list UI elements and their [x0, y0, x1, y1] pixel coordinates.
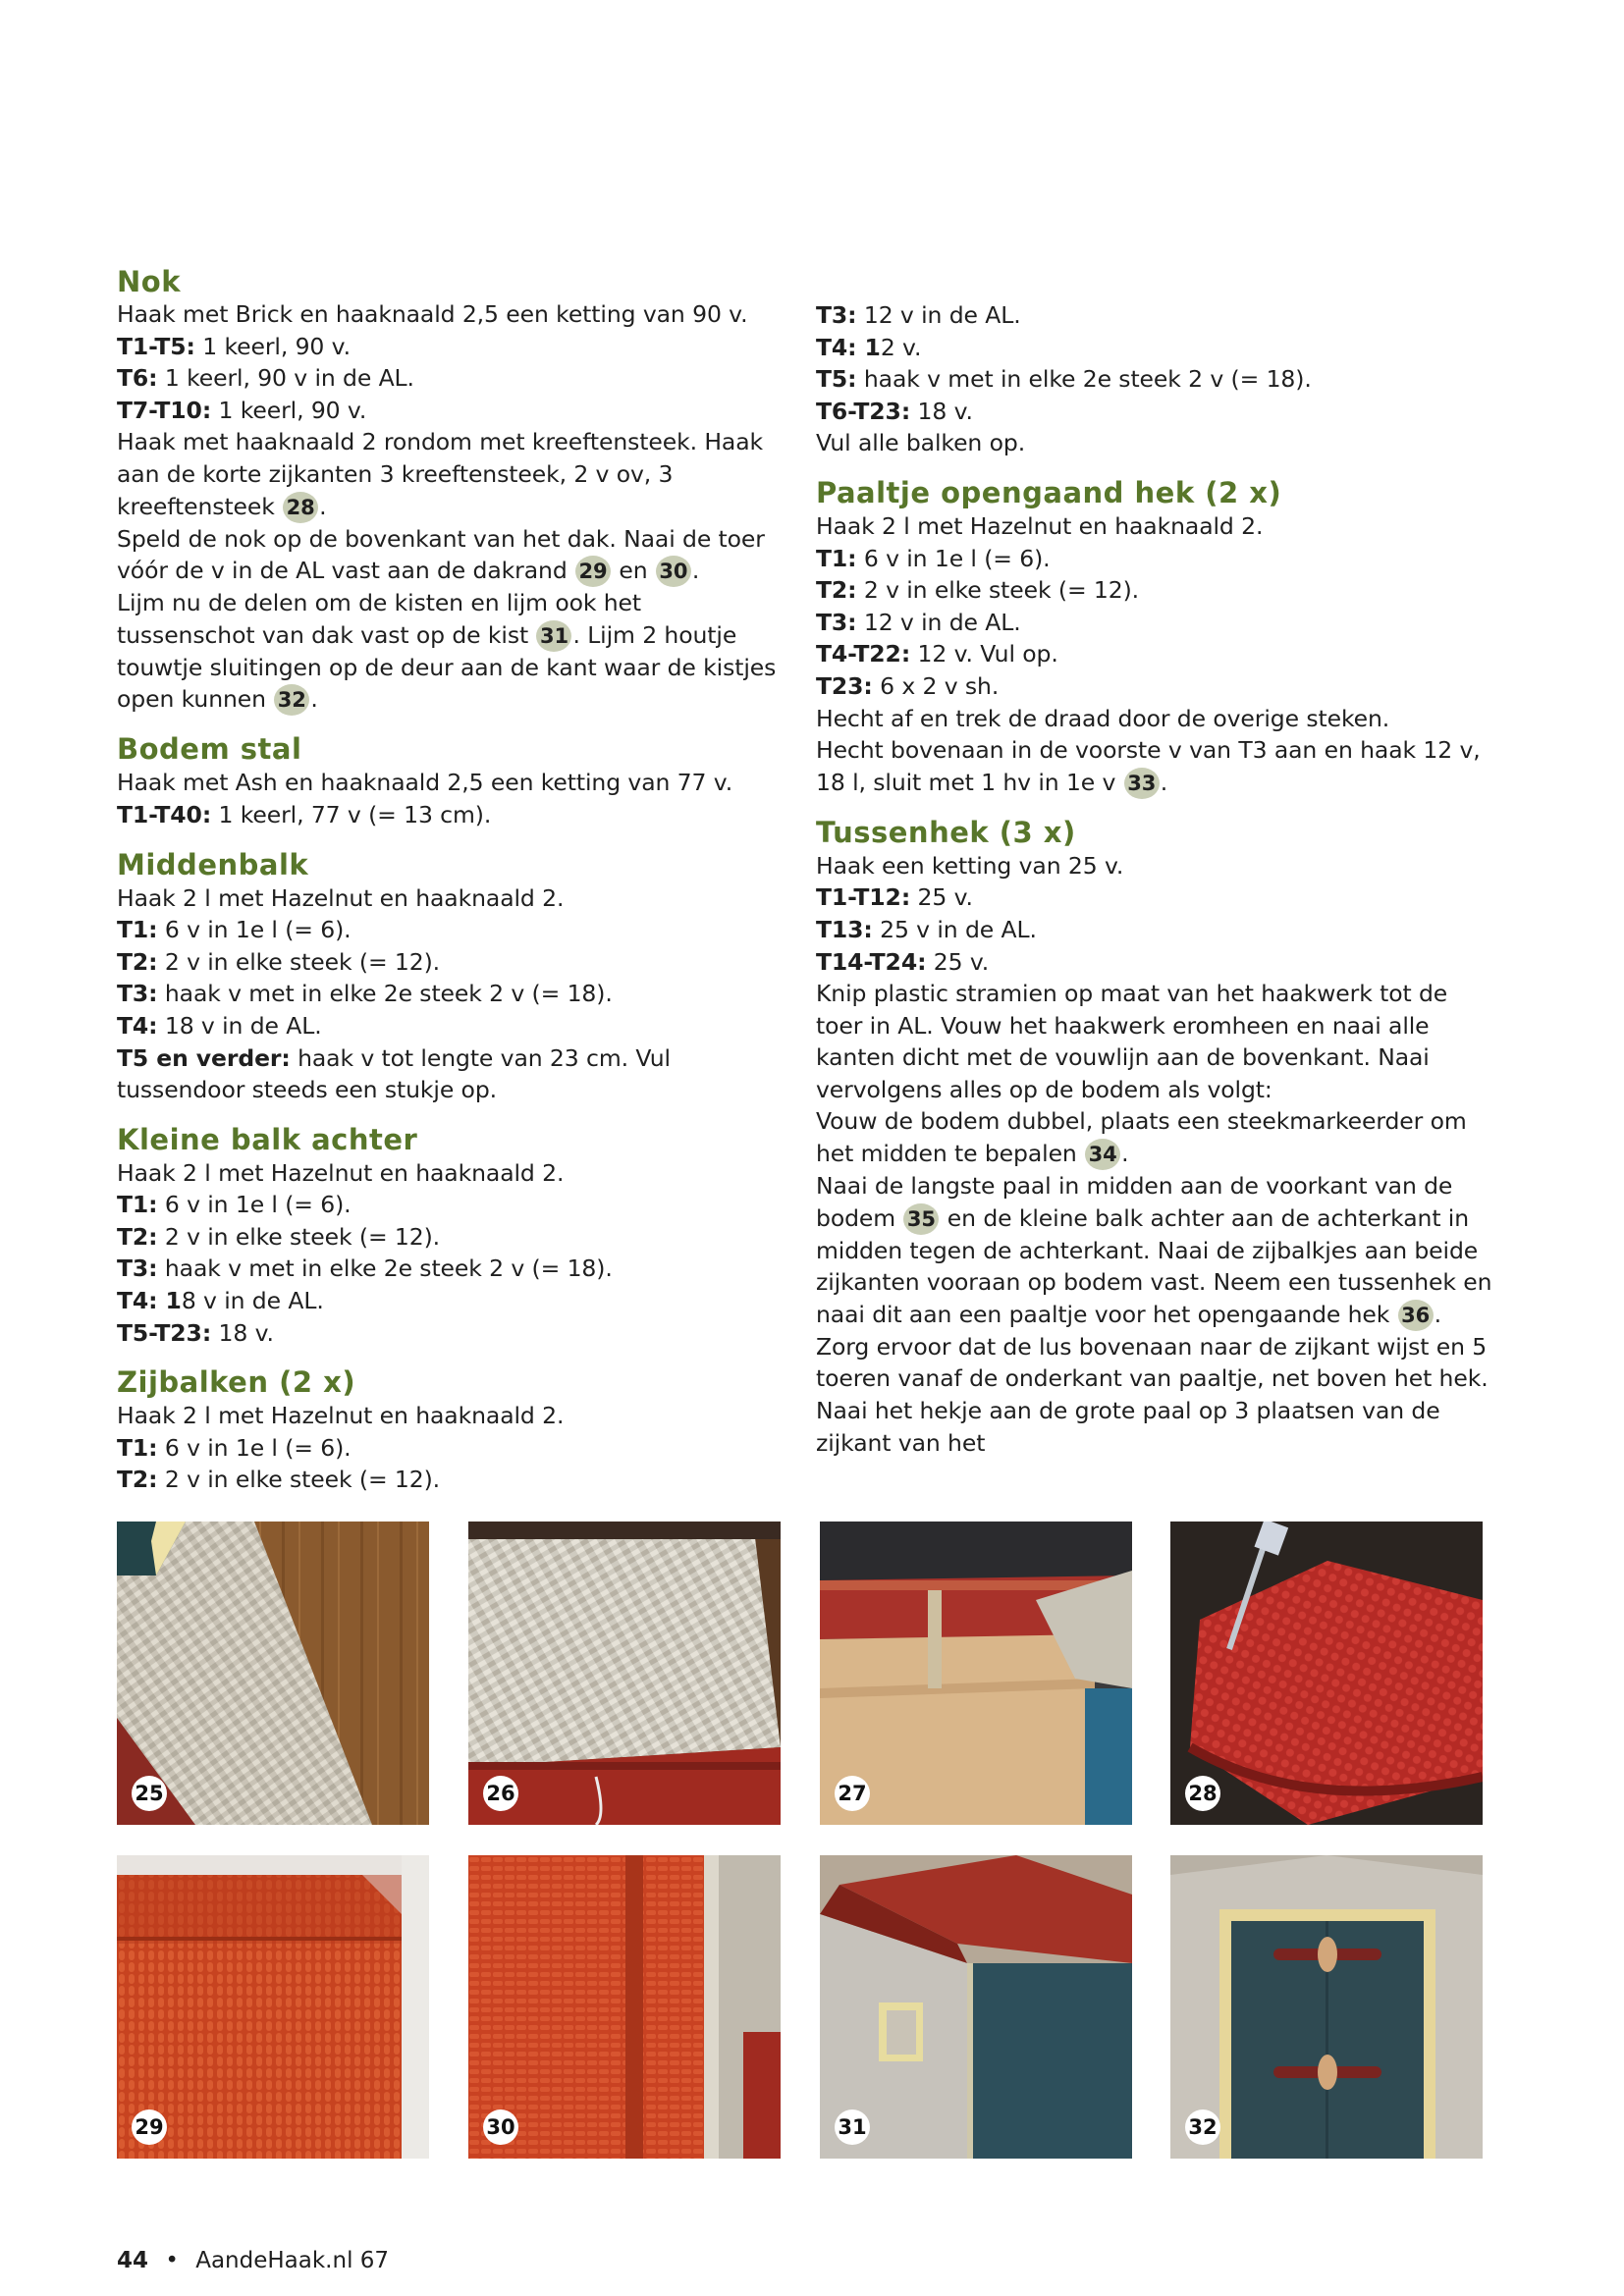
row-instruction	[816, 396, 1493, 428]
row-label: T1:	[117, 1191, 158, 1219]
row-instruction	[117, 1253, 785, 1285]
photo-number: 29	[132, 2109, 167, 2145]
row-label: T1:	[816, 544, 857, 572]
instruction-line: Haak 2 l met Hazelnut en haaknaald 2.	[117, 1158, 565, 1187]
row-label: T1-T12:	[816, 883, 911, 912]
paragraph-text: .	[691, 557, 700, 585]
row-text: 1 keerl, 90 v.	[211, 396, 367, 424]
row-text: haak v tot lengte van 23 cm. Vul tussendoor steeds een stukje op.	[117, 1043, 671, 1104]
row-label: T2:	[117, 1222, 158, 1251]
paragraph-text: Naai de langste paal in midden aan de voorkant van de bodem	[816, 1172, 1453, 1232]
instruction-line: Haak met Ash en haaknaald 2,5 een ketting van 77 v.	[117, 769, 733, 797]
page-footer	[117, 2248, 389, 2273]
row-label: T6-T23:	[816, 397, 911, 425]
row-label: T4:	[117, 1011, 158, 1040]
step-badge: 36	[1398, 1300, 1434, 1331]
row-label: T3:	[816, 301, 857, 329]
row-text: 1 keerl, 90 v in de AL.	[157, 364, 414, 393]
paragraph-text: Speld de nok op de bovenkant van het dak. Naai de toer vóór de v in de AL vast aan de dakrand	[117, 524, 765, 585]
row-instruction	[117, 799, 785, 831]
row-instruction	[816, 946, 1493, 979]
paragraph	[117, 426, 785, 522]
row-text: 12 v in de AL.	[856, 301, 1021, 329]
footer-bullet: •	[165, 2248, 179, 2273]
photo-27	[820, 1522, 1132, 1825]
section-zijbalken	[117, 1364, 785, 1496]
row-text: 2 v.	[880, 333, 922, 361]
row-instruction	[117, 1432, 785, 1465]
heading-paaltje: Paaltje opengaand hek (2 x)	[816, 475, 1282, 509]
heading-kleine-balk: Kleine balk achter	[117, 1122, 418, 1156]
page-number: 44	[117, 2248, 149, 2273]
row-label: T1-T5:	[117, 332, 195, 360]
row-text: haak v met in elke 2e steek 2 v (= 18).	[157, 1255, 613, 1283]
row-text: 2 v in elke steek (= 12).	[157, 947, 441, 976]
photo-28	[1170, 1522, 1483, 1825]
row-text: 6 v in 1e l (= 6).	[157, 916, 352, 944]
row-text: 25 v in de AL.	[872, 915, 1037, 943]
photo-28-image	[1170, 1522, 1483, 1825]
row-instruction	[816, 638, 1493, 670]
row-text: haak v met in elke 2e steek 2 v (= 18).	[856, 365, 1312, 394]
row-text: 1 keerl, 77 v (= 13 cm).	[211, 800, 492, 828]
photo-32-image	[1170, 1855, 1483, 2159]
row-label: T5:	[816, 365, 857, 394]
row-label: T4: 1	[816, 333, 881, 361]
paragraph	[816, 734, 1493, 799]
photo-25-image	[117, 1522, 429, 1825]
step-badge: 33	[1124, 768, 1160, 799]
step-badge: 28	[283, 492, 318, 523]
instruction-line: Hecht af en trek de draad door de overige steken.	[816, 704, 1390, 732]
paragraph-text: . Lijm 2 houtje touwtje sluitingen op de deur aan de kant waar de kistjes open kunnen	[117, 620, 777, 714]
row-text: haak v met in elke 2e steek 2 v (= 18).	[157, 980, 613, 1008]
photo-29-image	[117, 1855, 429, 2159]
row-instruction	[816, 670, 1493, 703]
row-text: 6 v in 1e l (= 6).	[157, 1433, 352, 1462]
row-label: T1:	[117, 1433, 158, 1462]
row-text: 18 v.	[910, 397, 973, 425]
row-label: T13:	[816, 915, 873, 943]
row-instruction	[816, 543, 1493, 575]
paragraph	[816, 1105, 1493, 1170]
row-text: 12 v. Vul op.	[910, 640, 1058, 668]
heading-nok: Nok	[117, 265, 181, 298]
photo-number: 28	[1185, 1776, 1220, 1811]
row-instruction	[816, 299, 1493, 332]
paragraph-text: .	[1121, 1140, 1129, 1168]
row-label: T3:	[816, 608, 857, 636]
row-instruction	[816, 914, 1493, 946]
row-label: T5 en verder:	[117, 1043, 291, 1072]
row-text: 8 v in de AL.	[181, 1287, 324, 1315]
section-kleine-balk	[117, 1122, 785, 1350]
heading-zijbalken: Zijbalken (2 x)	[117, 1365, 356, 1400]
row-instruction	[117, 362, 785, 395]
row-label: T2:	[117, 947, 158, 976]
photo-30-image	[468, 1855, 781, 2159]
photo-number: 31	[835, 2109, 870, 2145]
paragraph-text: Lijm nu de delen om de kisten en lijm ook het tussenschot van dak vast op de kist	[117, 589, 642, 649]
step-badge: 35	[903, 1203, 939, 1235]
row-instruction	[117, 331, 785, 363]
row-instruction	[117, 1285, 785, 1317]
row-text: 12 v in de AL.	[856, 608, 1021, 636]
paragraph-text: .	[1160, 768, 1168, 796]
row-instruction	[117, 1189, 785, 1221]
section-zijbalken-continued	[816, 299, 1493, 459]
heading-bodem-stal: Bodem stal	[117, 732, 302, 767]
heading-tussenhek: Tussenhek (3 x)	[816, 815, 1076, 849]
instruction-line: Haak 2 l met Hazelnut en haaknaald 2.	[816, 511, 1264, 540]
row-label: T2:	[816, 576, 857, 605]
paragraph	[117, 587, 785, 716]
row-instruction	[117, 1464, 785, 1496]
row-label: T3:	[117, 1255, 158, 1283]
photo-25	[117, 1522, 429, 1825]
photo-number: 30	[483, 2109, 518, 2145]
paragraph	[816, 1170, 1493, 1459]
row-text: 6 v in 1e l (= 6).	[856, 544, 1051, 572]
row-label: T1-T40:	[117, 800, 212, 828]
section-bodem-stal	[117, 731, 785, 830]
left-column	[117, 265, 785, 1512]
photo-number: 27	[835, 1776, 870, 1811]
paragraph-text: . Zorg ervoor dat de lus bovenaan naar de zijkant wijst en 5 toeren vanaf de onderkant van paaltje, net boven het hek. Naai het hekje aan de grote paal op 3 plaatsen van de zijkant van het	[816, 1300, 1489, 1457]
magazine-issue: AandeHaak.nl 67	[195, 2248, 390, 2273]
photo-31-image	[820, 1855, 1132, 2159]
row-text: 2 v in elke steek (= 12).	[157, 1222, 441, 1251]
paragraph-text: Haak met haaknaald 2 rondom met kreeftensteek. Haak aan de korte zijkanten 3 kreeftensteek, 2 v ov, 3 kreeftensteek	[117, 428, 764, 520]
row-instruction	[816, 363, 1493, 396]
section-middenbalk	[117, 847, 785, 1106]
photo-32	[1170, 1855, 1483, 2159]
paragraph-text: .	[319, 492, 327, 520]
section-nok	[117, 265, 785, 716]
paragraph	[117, 523, 785, 588]
row-instruction	[117, 1221, 785, 1254]
instruction-line: Haak 2 l met Hazelnut en haaknaald 2.	[117, 883, 565, 912]
row-text: 18 v in de AL.	[157, 1011, 322, 1040]
step-badge: 31	[536, 620, 571, 652]
row-label: T4: 1	[117, 1287, 182, 1315]
row-instruction	[117, 914, 785, 946]
photo-31	[820, 1855, 1132, 2159]
photo-30	[468, 1855, 781, 2159]
row-text: 1 keerl, 90 v.	[194, 332, 352, 360]
step-badge: 29	[575, 556, 611, 587]
step-badge: 34	[1085, 1139, 1120, 1170]
row-text: 6 v in 1e l (= 6).	[157, 1191, 352, 1219]
row-label: T14-T24:	[816, 947, 927, 976]
paragraph-text: Vouw de bodem dubbel, plaats een steekmarkeerder om het midden te bepalen	[816, 1107, 1467, 1168]
right-column	[816, 299, 1493, 1474]
paragraph-text: en	[612, 557, 655, 585]
section-paaltje	[816, 475, 1493, 799]
row-instruction	[816, 881, 1493, 914]
photo-26	[468, 1522, 781, 1825]
row-instruction	[117, 946, 785, 979]
instruction-line: Haak met Brick en haaknaald 2,5 een ketting van 90 v.	[117, 300, 748, 328]
row-instruction	[117, 978, 785, 1010]
row-text: 6 x 2 v sh.	[872, 671, 1000, 700]
instruction-line: Vul alle balken op.	[816, 429, 1026, 457]
row-instruction	[816, 332, 1493, 364]
paragraph-text: en de kleine balk achter aan de achterkant in midden tegen de achterkant. Naai de zijbalkjes aan beide zijkanten vooraan op bodem vast. Neem een tussenhek en naai dit aan een paaltje voor het opengaande hek	[816, 1203, 1492, 1328]
paragraph: Knip plastic stramien op maat van het haakwerk tot de toer in AL. Vouw het haakwerk eromheen en naai alle kanten dicht met de vouwlijn aan de bovenkant. Naai vervolgens alles op de bodem als volgt:	[816, 980, 1448, 1103]
row-text: 25 v.	[910, 883, 973, 912]
heading-middenbalk: Middenbalk	[117, 847, 309, 881]
row-text: 25 v.	[926, 947, 990, 976]
row-label: T1:	[117, 916, 158, 944]
row-instruction	[117, 1010, 785, 1042]
row-instruction	[117, 395, 785, 427]
row-label: T7-T10:	[117, 396, 212, 424]
row-label: T2:	[117, 1466, 158, 1494]
row-instruction	[117, 1317, 785, 1350]
row-label: T5-T23:	[117, 1318, 212, 1347]
paragraph-text: Hecht bovenaan in de voorste v van T3 aan en haak 12 v, 18 l, sluit met 1 hv in 1e v	[816, 736, 1481, 796]
instruction-line: Haak 2 l met Hazelnut en haaknaald 2.	[117, 1402, 565, 1430]
instruction-line: Haak een ketting van 25 v.	[816, 851, 1124, 880]
photo-number: 26	[483, 1776, 518, 1811]
photo-number: 32	[1185, 2109, 1220, 2145]
row-instruction	[816, 607, 1493, 639]
row-label: T23:	[816, 671, 873, 700]
step-badge: 30	[656, 556, 691, 587]
photo-29	[117, 1855, 429, 2159]
row-text: 18 v.	[211, 1318, 274, 1347]
photo-number: 25	[132, 1776, 167, 1811]
row-label: T6:	[117, 364, 158, 393]
section-tussenhek	[816, 815, 1493, 1460]
paragraph-text: .	[310, 685, 318, 714]
row-text: 2 v in elke steek (= 12).	[157, 1466, 441, 1494]
photo-27-image	[820, 1522, 1132, 1825]
row-instruction	[816, 574, 1493, 607]
photo-26-image	[468, 1522, 781, 1825]
row-instruction	[117, 1042, 785, 1106]
row-label: T4-T22:	[816, 640, 911, 668]
step-badge: 32	[274, 684, 309, 716]
row-text: 2 v in elke steek (= 12).	[856, 576, 1140, 605]
row-label: T3:	[117, 980, 158, 1008]
